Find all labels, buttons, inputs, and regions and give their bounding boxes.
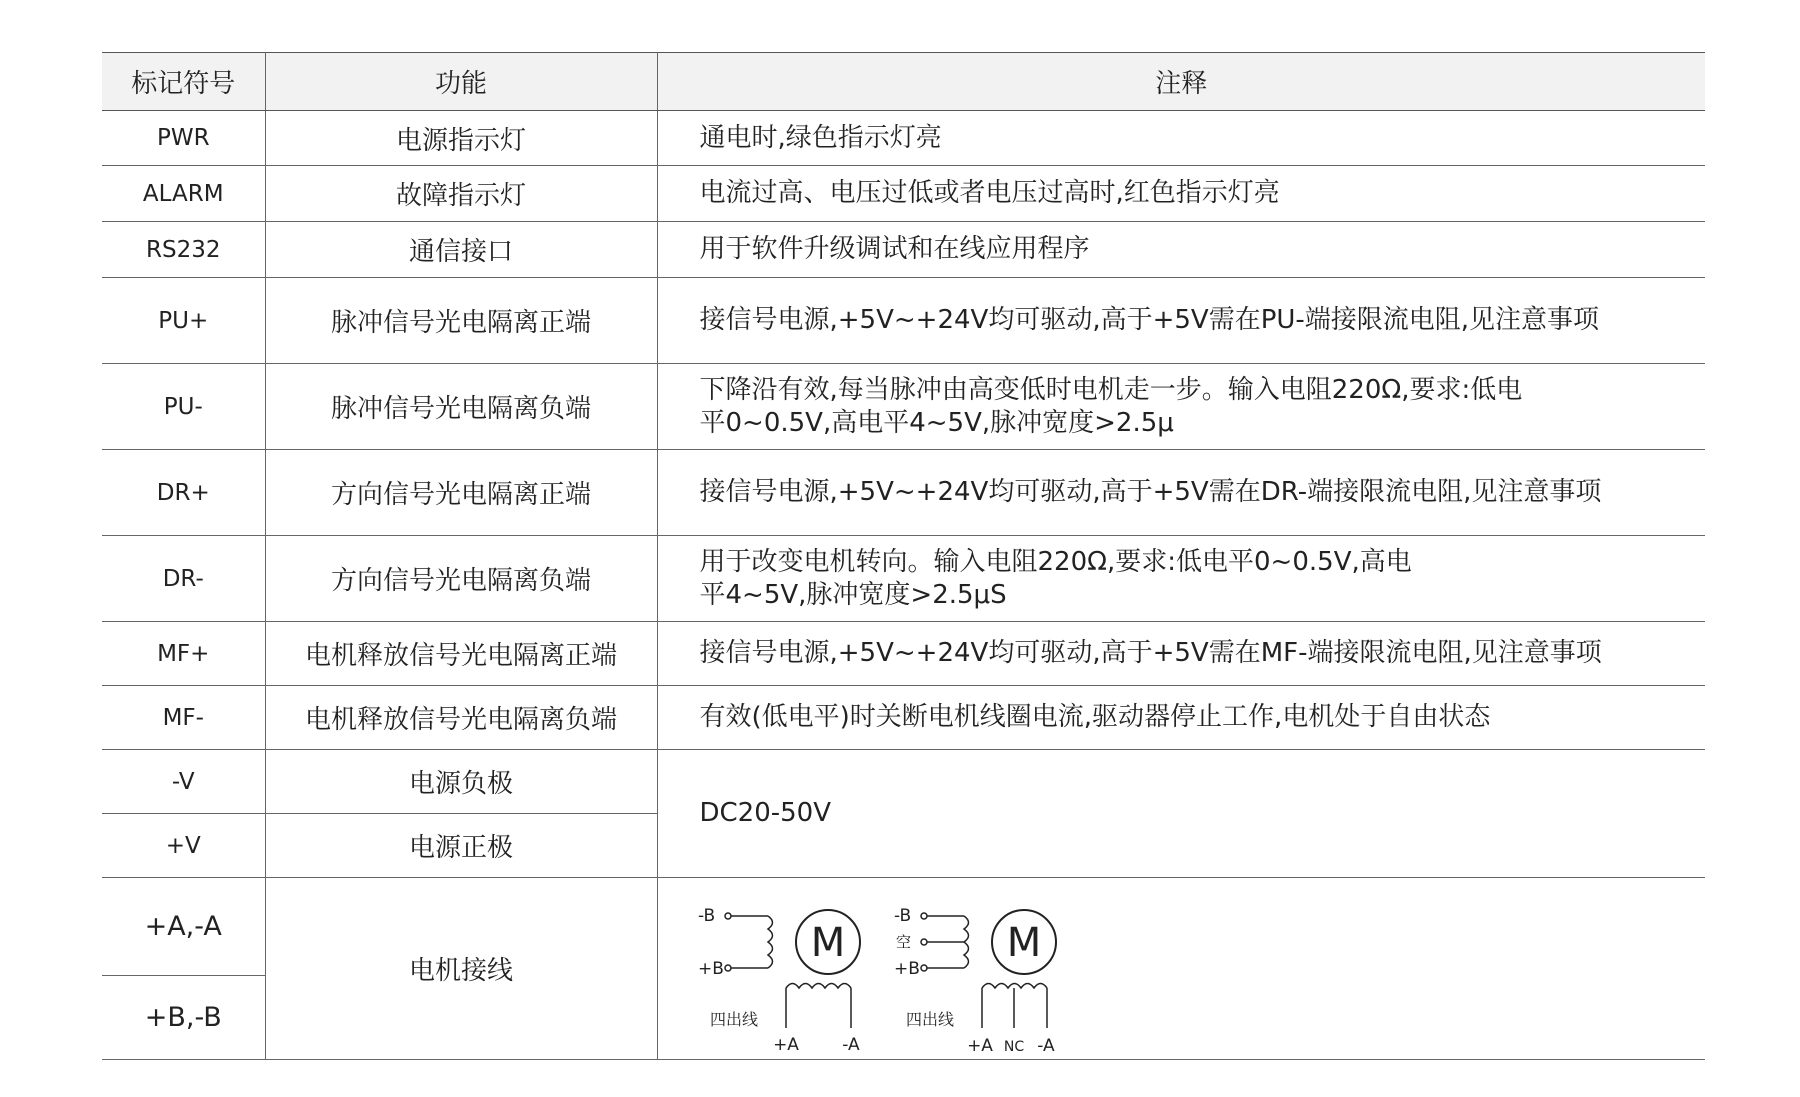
header-note: 注释 [657, 53, 1705, 111]
row-note: 接信号电源,+5V~+24V均可驱动,高于+5V需在PU-端接限流电阻,见注意事项 [657, 278, 1705, 364]
terminal-dot [921, 965, 927, 971]
note-line: 用于改变电机转向。输入电阻220Ω,要求:低电平0~0.5V,高电 [699, 546, 1412, 577]
table-row [102, 536, 1705, 622]
row-note: 接信号电源,+5V~+24V均可驱动,高于+5V需在MF-端接限流电阻,见注意事项 [657, 622, 1705, 686]
row-note: 有效(低电平)时关断电机线圈电流,驱动器停止工作,电机处于自由状态 [657, 686, 1705, 750]
terminal-label: -B [697, 905, 715, 926]
wiring-diagram [698, 880, 1098, 1058]
table-row [102, 622, 1705, 686]
row-mark: RS232 [102, 222, 265, 278]
motor-mark-b: +B,-B [102, 976, 265, 1060]
header-function: 功能 [265, 53, 657, 111]
terminal-table [102, 52, 1705, 1060]
power-pos-function: 电源正极 [265, 814, 657, 878]
coil-a [786, 983, 851, 988]
row-note: 用于软件升级调试和在线应用程序 [657, 222, 1705, 278]
diagram-caption: 四出线 [905, 1009, 954, 1029]
table-row [102, 166, 1705, 222]
row-note [657, 364, 1705, 450]
row-mark: PU+ [102, 278, 265, 364]
row-mark: ALARM [102, 166, 265, 222]
header-row [102, 53, 1705, 111]
row-mark: PU- [102, 364, 265, 450]
row-function: 脉冲信号光电隔离正端 [265, 278, 657, 364]
header-mark: 标记符号 [102, 53, 265, 111]
terminal-dot [725, 913, 731, 919]
terminal-dot [921, 913, 927, 919]
row-note: 电流过高、电压过低或者电压过高时,红色指示灯亮 [657, 166, 1705, 222]
motor-letter: M [810, 919, 845, 966]
coil-a [982, 983, 1047, 988]
table-row [102, 750, 1705, 814]
four-wire-diagram [698, 906, 860, 1055]
terminal-label: -A [841, 1034, 860, 1055]
power-note: DC20-50V [657, 750, 1705, 878]
row-function: 脉冲信号光电隔离负端 [265, 364, 657, 450]
row-mark: DR+ [102, 450, 265, 536]
row-function: 电源指示灯 [265, 111, 657, 166]
table-row [102, 364, 1705, 450]
motor-function: 电机接线 [265, 878, 657, 1060]
row-function: 方向信号光电隔离正端 [265, 450, 657, 536]
note-line: 下降沿有效,每当脉冲由高变低时电机走一步。输入电阻220Ω,要求:低电 [699, 374, 1523, 405]
wiring-cell [657, 878, 1705, 1060]
row-mark: MF+ [102, 622, 265, 686]
terminal-label: +A [772, 1034, 799, 1055]
row-function: 故障指示灯 [265, 166, 657, 222]
terminal-label: 空 [895, 932, 911, 951]
row-function: 电机释放信号光电隔离负端 [265, 686, 657, 750]
table-row [102, 278, 1705, 364]
table-row [102, 686, 1705, 750]
row-mark: MF- [102, 686, 265, 750]
coil-b [964, 916, 969, 968]
note-line: 平4~5V,脉冲宽度>2.5μS [699, 579, 1007, 610]
row-mark: DR- [102, 536, 265, 622]
table-row [102, 222, 1705, 278]
terminal-label: NC [1003, 1038, 1024, 1055]
terminal-label: -B [893, 905, 911, 926]
four-wire-nc-diagram [894, 906, 1056, 1056]
note-line: 平0~0.5V,高电平4~5V,脉冲宽度>2.5μ [699, 407, 1174, 438]
terminal-dot [921, 939, 927, 945]
row-mark: PWR [102, 111, 265, 166]
terminal-label: +B [697, 958, 724, 979]
row-note: 接信号电源,+5V~+24V均可驱动,高于+5V需在DR-端接限流电阻,见注意事项 [657, 450, 1705, 536]
power-neg-mark: -V [102, 750, 265, 814]
terminal-dot [725, 965, 731, 971]
row-function: 通信接口 [265, 222, 657, 278]
spec-sheet [102, 52, 1705, 1060]
row-note: 通电时,绿色指示灯亮 [657, 111, 1705, 166]
terminal-label: +A [966, 1035, 993, 1056]
table-row [102, 450, 1705, 536]
motor-letter: M [1006, 919, 1041, 966]
coil-b [768, 916, 773, 968]
terminal-label: -A [1036, 1035, 1055, 1056]
row-function: 方向信号光电隔离负端 [265, 536, 657, 622]
terminal-label: +B [893, 958, 920, 979]
power-pos-mark: +V [102, 814, 265, 878]
motor-mark-a: +A,-A [102, 878, 265, 976]
table-row [102, 111, 1705, 166]
row-function: 电机释放信号光电隔离正端 [265, 622, 657, 686]
row-note [657, 536, 1705, 622]
power-neg-function: 电源负极 [265, 750, 657, 814]
table-row [102, 878, 1705, 976]
diagram-caption: 四出线 [709, 1009, 758, 1029]
